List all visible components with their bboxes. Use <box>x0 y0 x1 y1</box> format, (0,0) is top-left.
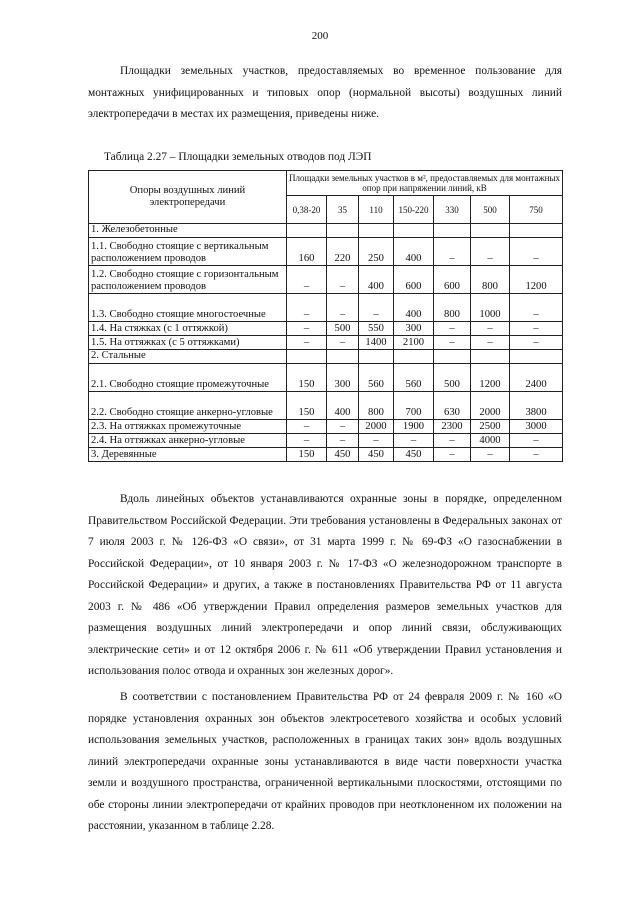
table-cell: 2000 <box>359 420 394 434</box>
table-cell: – <box>434 434 471 448</box>
table-cell: 250 <box>359 238 394 266</box>
voltage-header: 330 <box>434 196 471 224</box>
table-row <box>89 266 563 294</box>
table-cell <box>434 350 471 364</box>
table-cell <box>394 350 434 364</box>
table-cell: 150 <box>287 392 327 420</box>
table-row <box>89 364 563 392</box>
table-cell <box>510 224 563 238</box>
table-cell <box>434 224 471 238</box>
table-cell: – <box>471 448 510 462</box>
table-cell <box>394 224 434 238</box>
land-plots-table <box>88 170 563 462</box>
table-cell: 2100 <box>394 336 434 350</box>
table-cell: – <box>327 336 359 350</box>
table-cell: – <box>510 294 563 322</box>
table-cell: – <box>510 434 563 448</box>
table-cell: 600 <box>394 266 434 294</box>
table-row <box>89 350 563 364</box>
table-cell <box>471 224 510 238</box>
table-cell: 800 <box>471 266 510 294</box>
table-cell: 2000 <box>471 392 510 420</box>
table-cell: 3000 <box>510 420 563 434</box>
voltage-header: 110 <box>359 196 394 224</box>
page-number: 200 <box>311 30 329 42</box>
table-cell: 630 <box>434 392 471 420</box>
table-cell: 600 <box>434 266 471 294</box>
table-row <box>89 294 563 322</box>
voltage-header: 750 <box>510 196 563 224</box>
row-label: 1. Железобетонные <box>89 224 287 238</box>
table-cell: 450 <box>327 448 359 462</box>
table-cell: 400 <box>359 266 394 294</box>
table-cell: 450 <box>359 448 394 462</box>
table-cell: – <box>510 238 563 266</box>
table-cell: – <box>327 266 359 294</box>
table-cell <box>359 350 394 364</box>
table-cell: – <box>287 322 327 336</box>
table-cell: – <box>434 448 471 462</box>
table-cell: 4000 <box>471 434 510 448</box>
table-cell: 400 <box>394 238 434 266</box>
row-label: 1.4. На стяжках (с 1 оттяжкой) <box>89 322 287 336</box>
table-row <box>89 448 563 462</box>
row-label: 1.3. Свободно стоящие многостоечные <box>89 294 287 322</box>
table-row <box>89 322 563 336</box>
table-cell: 500 <box>327 322 359 336</box>
table-cell <box>287 350 327 364</box>
voltage-header: 500 <box>471 196 510 224</box>
column-header-supports: Опоры воздушных линий электропередачи <box>89 171 287 224</box>
table-cell: – <box>327 420 359 434</box>
table-cell: 150 <box>287 364 327 392</box>
table-row <box>89 238 563 266</box>
table-cell: – <box>327 294 359 322</box>
table-cell: – <box>510 322 563 336</box>
table-cell: 220 <box>327 238 359 266</box>
intro-paragraph: Площадки земельных участков, предоставляемых во временное пользование для монтажных унифицированных и типовых опор (нормальной высоты) воздушных линий электропередачи в местах их размещения, приведены ниже. <box>88 65 562 120</box>
table-cell <box>510 350 563 364</box>
table-cell: – <box>359 434 394 448</box>
table-cell: 450 <box>394 448 434 462</box>
table-cell: – <box>287 420 327 434</box>
table-row <box>89 420 563 434</box>
row-label: 2. Стальные <box>89 350 287 364</box>
table-cell: 500 <box>434 364 471 392</box>
table-cell: 1000 <box>471 294 510 322</box>
table-cell: – <box>510 448 563 462</box>
table-cell: – <box>434 322 471 336</box>
table-cell <box>327 350 359 364</box>
row-label: 2.3. На оттяжках промежуточные <box>89 420 287 434</box>
table-cell: 1400 <box>359 336 394 350</box>
table-cell: 400 <box>327 392 359 420</box>
table-cell: – <box>359 294 394 322</box>
table-caption: Таблица 2.27 – Площадки земельных отводов под ЛЭП <box>104 151 372 163</box>
table-cell: 400 <box>394 294 434 322</box>
table-cell: 2500 <box>471 420 510 434</box>
column-header-area: Площадки земельных участков в м², предоставляемых для монтажных опор при напряжении линий, кВ <box>287 171 563 196</box>
table-cell: – <box>471 238 510 266</box>
paragraph-protection-zones: Вдоль линейных объектов устанавливаются охранные зоны в порядке, определенном Правительством Российской Федерации. Эти требования установлены в Федеральных законах от 7 июля 2003 г. № 126-ФЗ «О связи», от 31 марта 1999 г. № 69-ФЗ «О газоснабжении в Российской Федерации», от 10 января 2003 г. № 17-ФЗ «О железнодорожном транспорте в Российской Федерации» и других, а также в постановлениях Правительства РФ от 11 августа 2003 г. № 486 «Об утверждении Правил определения размеров земельных участков для размещения воздушных линий электропередачи и опор линий связи, обслуживающих электрические сети» и от 12 октября 2006 г. № 611 «Об утверждении Правил установления и использования полос отвода и охранных зон железных дорог». <box>88 493 562 677</box>
table-cell: 800 <box>434 294 471 322</box>
table-cell: 560 <box>394 364 434 392</box>
table-cell: 1200 <box>510 266 563 294</box>
voltage-header: 0,38-20 <box>287 196 327 224</box>
voltage-header: 150-220 <box>394 196 434 224</box>
table-cell: – <box>287 266 327 294</box>
table-cell: – <box>434 336 471 350</box>
row-label: 1.1. Свободно стоящие с вертикальным расположением проводов <box>89 238 287 266</box>
table-cell: – <box>471 336 510 350</box>
table-cell: 1200 <box>471 364 510 392</box>
table-cell: 550 <box>359 322 394 336</box>
row-label: 2.1. Свободно стоящие промежуточные <box>89 364 287 392</box>
table-cell: 3800 <box>510 392 563 420</box>
table-cell: – <box>287 294 327 322</box>
table-row <box>89 224 563 238</box>
row-label: 2.2. Свободно стоящие анкерно-угловые <box>89 392 287 420</box>
table-cell <box>327 224 359 238</box>
table-cell: – <box>510 336 563 350</box>
row-label: 1.5. На оттяжках (с 5 оттяжками) <box>89 336 287 350</box>
table-cell: 700 <box>394 392 434 420</box>
table-cell <box>287 224 327 238</box>
table-cell: 1900 <box>394 420 434 434</box>
table-cell: – <box>287 336 327 350</box>
table-cell: – <box>471 322 510 336</box>
table-cell: 300 <box>394 322 434 336</box>
table-cell: 150 <box>287 448 327 462</box>
table-cell: 300 <box>327 364 359 392</box>
table-cell <box>471 350 510 364</box>
table-cell: – <box>434 238 471 266</box>
table-cell: 2400 <box>510 364 563 392</box>
table-row <box>89 392 563 420</box>
table-row <box>89 336 563 350</box>
table-cell: 160 <box>287 238 327 266</box>
row-label: 3. Деревянные <box>89 448 287 462</box>
paragraph-decree-160: В соответствии с постановлением Правительства РФ от 24 февраля 2009 г. № 160 «О порядке установления охранных зон объектов электросетевого хозяйства и особых условий использования земельных участков, расположенных в границах таких зон» вдоль воздушных линий электропередачи охранные зоны устанавливаются в виде части поверхности участка земли и воздушного пространства, ограниченной вертикальными плоскостями, отстоящими по обе стороны линии электропередачи от крайних проводов при неотклоненном их положении на расстоянии, указанном в таблице 2.28. <box>88 691 562 832</box>
table-cell: – <box>394 434 434 448</box>
table-cell <box>359 224 394 238</box>
table-cell: – <box>327 434 359 448</box>
table-cell: 2300 <box>434 420 471 434</box>
table-cell: 800 <box>359 392 394 420</box>
table-row <box>89 434 563 448</box>
table-cell: – <box>287 434 327 448</box>
row-label: 2.4. На оттяжках анкерно-угловые <box>89 434 287 448</box>
table-cell: 560 <box>359 364 394 392</box>
row-label: 1.2. Свободно стоящие с горизонтальным расположением проводов <box>89 266 287 294</box>
voltage-header: 35 <box>327 196 359 224</box>
